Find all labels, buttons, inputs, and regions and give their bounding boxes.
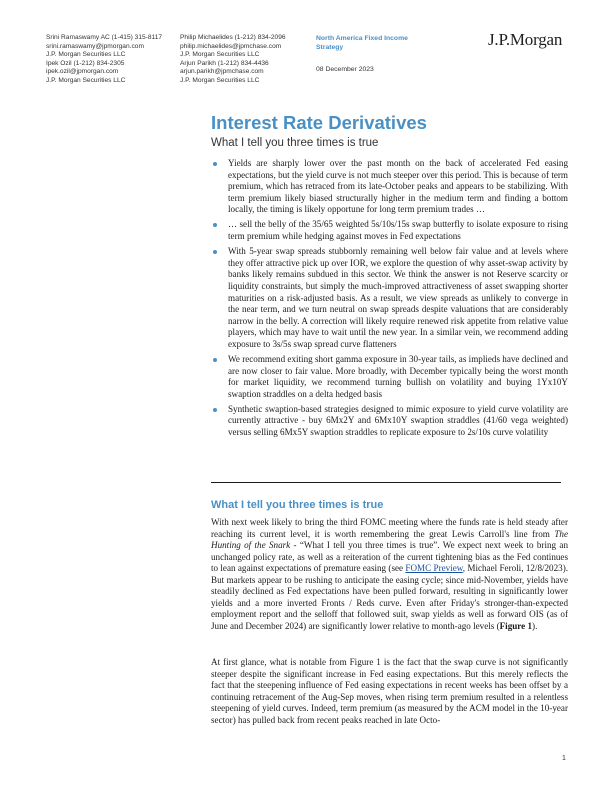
contact-email[interactable]: philip.michaelides@jpmchase.com xyxy=(180,42,282,50)
contact-line: Srini Ramaswamy AC (1-415) 315-8117 xyxy=(46,34,163,41)
paragraph-text: ). xyxy=(532,620,538,631)
bullet-dot-icon xyxy=(213,408,217,412)
contact-line: J.P. Morgan Securities LLC xyxy=(46,76,126,84)
contact-line: Arjun Parikh (1-212) 834-4436 xyxy=(180,59,269,67)
section-divider xyxy=(211,482,561,483)
analyst-contacts-right xyxy=(180,34,286,85)
contact-email[interactable]: srini.ramaswamy@jpmorgan.com xyxy=(46,42,144,50)
contact-line: J.P. Morgan Securities LLC xyxy=(180,51,260,58)
bullet-dot-icon xyxy=(213,358,217,362)
page-subtitle: What I tell you three times is true xyxy=(211,137,379,149)
bullet-text: Yields are sharply lower over the past month on the back of accelerated Fed easing expectations, but the yield curve is not much steeper over this period. This is because of term premium, which has retraced from its late-October peaks and appears to be stabilizing. With term premium likely biased structurally higher in the medium term and finding a bottom locally, the timing is likely opportune for long term premium trades … xyxy=(228,158,568,215)
bullet-item xyxy=(211,158,568,216)
paragraph-text: With next week likely to bring the third FOMC meeting where the funds rate is held steady after reaching its current level, it is worth remembering the great Lewis Carroll's line from xyxy=(211,517,568,539)
paragraph-text: , Michael Feroli, 12/8/2023). But markets appear to be rushing to anticipate the easing cycle; since mid-November, yields have steadily declined as Fed expectations have been pulled forward, resulting in significantly lower yields and a more inverted Fronts / Reds curve. Even after Friday's stronger-than-expected employment report and the selloff that followed suit, swap yields as well as forward OIS (as of June and December 2024) are significantly lower relative to month-ago levels ( xyxy=(211,563,569,631)
bullet-text: With 5-year swap spreads stubbornly remaining well below fair value and at levels where they offer attractive pick up over IOR, we explore the question of why asset-swap activity by banks likely remains subdued in this sector. We think the answer is not Reserve scarcity or liquidity constraints, but simply the much-improved attractiveness of asset swapping shorter maturities on a risk-adjusted basis. As a result, we view spreads as unlikely to converge in the near term, and we turn neutral on swap spreads despite valuations that are considerably narrow in the belly. A correction will likely require renewed risk appetite from relative value players, which may have to wait until the new year. In a similar vein, we recommend adding exposure to 3s/5s swap spread curve flatteners xyxy=(228,246,568,349)
bullet-item xyxy=(211,219,568,242)
contact-line: Ipek Ozil (1-212) 834-2305 xyxy=(46,59,125,67)
section-label: North America Fixed Income Strategy xyxy=(316,35,408,51)
bullet-item xyxy=(211,404,568,439)
book-title: The Hunting of the Snark xyxy=(211,528,568,550)
bullet-dot-icon xyxy=(213,250,217,254)
body-paragraph-2: At first glance, what is notable from Figure 1 is the fact that the swap curve is not significantly steeper despite the significant increase in Fed easing expectations. But this merely reflects the fact that the steepening influence of Fed easing expectations in recent weeks has been offset by a continuing retracement of the Aug-Sep moves, when rising term premium resulted in a relentless steepening of yield curves. Indeed, term premium (as measured by the ACM model in the 10-year sector) has pulled back from recent peaks reached in late Octo- xyxy=(211,657,568,725)
contact-line: J.P. Morgan Securities LLC xyxy=(180,76,260,84)
page-number: 1 xyxy=(562,755,566,762)
bullet-text: Synthetic swaption-based strategies designed to mimic exposure to yield curve volatility are currently attractive - buy 6Mx2Y and 6Mx10Y swaption straddles (41/60 vega weighted) versus selling 6Mx5Y swaption straddles to replicate exposure to 2s/10s curve volatility xyxy=(228,403,568,438)
bullet-dot-icon xyxy=(213,223,217,227)
bullet-item xyxy=(211,246,568,350)
paragraph-text: - “What I tell you three times is true”. We expect next week to bring an unchanged policy rate, as well as a reiteration of the current tightening bias as the Fed continues to lean against expectations of premature easing (see xyxy=(211,540,568,573)
summary-bullets xyxy=(211,158,568,442)
page-title: Interest Rate Derivatives xyxy=(211,112,427,133)
bullet-text: … sell the belly of the 35/65 weighted 5s/10s/15s swap butterfly to isolate exposure to rising term premium while hedging against moves in Fed expectations xyxy=(228,219,568,242)
bullet-dot-icon xyxy=(213,162,217,166)
body-paragraph-1 xyxy=(211,517,568,632)
bullet-item xyxy=(211,354,568,400)
section-heading: What I tell you three times is true xyxy=(211,499,384,511)
figure-reference: Figure 1 xyxy=(499,620,533,631)
contact-email[interactable]: ipek.ozil@jpmorgan.com xyxy=(46,68,119,75)
fomc-preview-link[interactable]: FOMC Preview xyxy=(405,563,463,573)
contact-line: Philip Michaelides (1-212) 834-2096 xyxy=(180,34,286,41)
analyst-contacts-left xyxy=(46,34,162,85)
jpmorgan-logo: J.P.Morgan xyxy=(488,30,563,49)
contact-email[interactable]: arjun.parikh@jpmchase.com xyxy=(180,68,264,75)
report-date: 08 December 2023 xyxy=(316,66,374,73)
bullet-text: We recommend exiting short gamma exposure in 30-year tails, as implieds have declined and are now closer to fair value. More broadly, with December typically being the worst month for market liquidity, we recommend turning bullish on volatility and buying 1Yx10Y swaption straddles on a delta hedged basis xyxy=(228,354,568,399)
contact-line: J.P. Morgan Securities LLC xyxy=(46,51,126,58)
